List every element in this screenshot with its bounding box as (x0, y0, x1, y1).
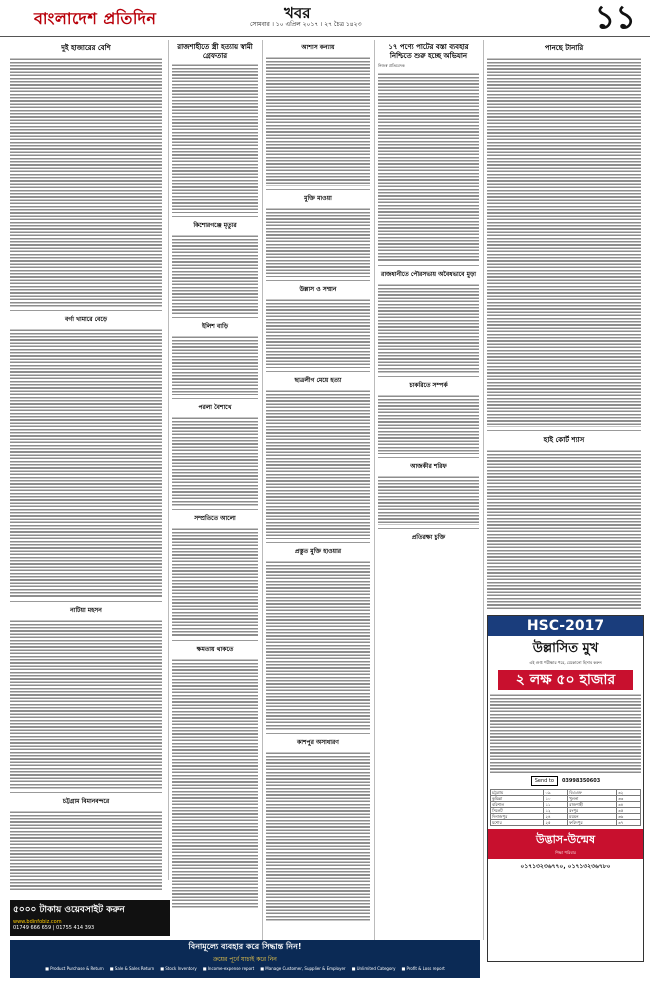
send-to-label: Send to (531, 776, 558, 786)
column-4 (378, 40, 479, 540)
newspaper-logo: বাংলাদেশ প্রতিদিন (34, 9, 157, 28)
headline: রাজধানীতে পৌরসভায় অবৈধভাবে মুড়া (381, 271, 476, 278)
headline: ১৭ পণ্যে পাটের বস্তা ব্যবহার নিশ্চিতে শুরু হচ্ছে অভিযান (388, 42, 469, 60)
headline: বর্গা খামারে বেড়ে (64, 316, 108, 323)
article-body (487, 57, 641, 427)
article-body (10, 810, 162, 890)
byline: নিজস্ব প্রতিবেদক (378, 63, 405, 68)
software-feature: ■ Unlimited Category (351, 966, 396, 971)
headline: ইলিশ বাড়ি (201, 323, 229, 330)
software-feature: ■ Income-expense report (202, 966, 255, 971)
hsc-banner: উল্লাসিত মুখ (532, 641, 599, 656)
headline: প্রস্তুত মুক্তি হাওয়ার (294, 548, 342, 555)
package-cell: বিএএফ (568, 790, 617, 796)
package-cell: রংপুর (568, 808, 617, 814)
article-body (266, 207, 370, 277)
column-5 (487, 40, 641, 620)
headline: আশাস কন্যায় (301, 44, 335, 51)
article-body (10, 328, 162, 598)
brand-phones: ০১৭১৩২৩৬৭৭০, ০১৭১৩২৩৬৭৮০ (520, 863, 611, 870)
hsc-year: HSC-2017 (488, 616, 643, 636)
article-body (266, 298, 370, 368)
headline: কিশোরগঞ্জে মৃত্যুর (193, 222, 237, 229)
article-body (266, 389, 370, 539)
package-cell: রাজশাহী (568, 802, 617, 808)
article-body (172, 335, 258, 395)
masthead (0, 0, 650, 37)
headline: সম্প্রতিতে আলো (194, 515, 236, 522)
section-title: খবর (284, 4, 311, 22)
package-cell: বরিশাল (491, 802, 544, 808)
package-cell: ময়মন (568, 814, 617, 820)
article-body (378, 72, 479, 262)
article-body (378, 283, 479, 373)
headline: চট্টগ্রাম বিমানবন্দরে (62, 798, 110, 805)
package-cell: ১২ (544, 808, 568, 814)
article-body (172, 658, 258, 908)
headline: ছাত্রলীগ মেয়ে হত্যা (294, 377, 342, 384)
column-2 (172, 40, 258, 940)
brand-name: উদ্ভাস-উন্মেষ (535, 833, 596, 846)
software-feature: ■ Manage Customer, Supplier & Employer (260, 966, 346, 971)
package-cell: ২৪ (544, 814, 568, 820)
headline: প্রতিরক্ষা চুক্তি (411, 534, 446, 540)
headline: পানছে টানারি (544, 43, 584, 52)
package-cell: ০৯ (544, 790, 568, 796)
package-cell: ১০ (544, 796, 568, 802)
software-feature: ■ Sale & Sales Return (109, 966, 155, 971)
column-rule (483, 40, 484, 940)
article-body (10, 57, 162, 307)
package-cell: ১১ (544, 802, 568, 808)
headline: মুক্তি মাওয়া (304, 195, 332, 202)
article-body (10, 619, 162, 789)
package-cell: ৩৫ (617, 808, 641, 814)
package-cell: চট্টগ্রাম (491, 790, 544, 796)
column-rule (374, 40, 375, 940)
package-cell: ২৫ (544, 820, 568, 826)
headline: চাকরিতে সম্পর্ক (409, 382, 448, 389)
article-body (378, 475, 479, 525)
software-feature: ■ Stock Inventory (160, 966, 197, 971)
article-body (266, 56, 370, 186)
web-ad-phone: 01749 666 659 | 01755 414 393 (13, 925, 95, 931)
dateline: সোমবার । ১০ এপ্রিল ২০১৭ । ২৭ চৈত্র ১৪২৩ (250, 21, 362, 28)
column-rule (168, 40, 169, 880)
headline: উল্লাস ও সম্মান (299, 286, 337, 293)
software-ad-subtitle: ক্রয়ের পূর্বে যাচাই করে নিন (213, 956, 277, 963)
software-feature: ■ Product Purchase & Return (45, 966, 104, 971)
package-cell: যশোর (491, 820, 544, 826)
package-cell: ৩৪ (617, 802, 641, 808)
headline: পরলা বৈশাখে (198, 404, 232, 411)
package-cell: সিলেট (491, 808, 544, 814)
web-ad-title: ৫০০০ টাকায় ওয়েবসাইট করুন (13, 905, 125, 915)
headline: রাজশাহীতে স্ত্রী হত্যায় স্বামী গ্রেফতার (177, 42, 253, 60)
hsc-prize: ২ লক্ষ ৫০ হাজার (498, 670, 633, 690)
article-body (266, 560, 370, 730)
hsc-ad (487, 615, 644, 962)
package-row (491, 820, 641, 826)
ad-body (490, 693, 641, 773)
software-ad-title: বিনামূল্যে ব্যবহার করে সিদ্ধান্ত নিন! (188, 942, 302, 951)
package-cell: কুমিল্লা (491, 796, 544, 802)
package-cell: ৩৩ (617, 796, 641, 802)
article-body (172, 234, 258, 314)
headline: নাটিয়া মহসন (70, 607, 102, 614)
package-table (490, 789, 641, 826)
package-cell: খুলনা (568, 796, 617, 802)
headline: কাশপুর অসাধারণ (297, 739, 339, 746)
web-ad-url: www.bdinfobiz.com (13, 919, 62, 925)
web-ad (10, 900, 170, 936)
headline: হাই কোর্ট শ্যাস (543, 435, 585, 444)
article-body (487, 449, 641, 609)
package-cell: ৩৭ (617, 820, 641, 826)
hsc-tagline: এই গুপ্ত পরীক্ষার পরে, যেকোনো হিসাব করুন (529, 660, 602, 665)
software-feature: ■ Profit & Loss report (401, 966, 445, 971)
headline: দুই হাজারের বেশি (61, 43, 111, 52)
brand-sub: শিক্ষা পরিবার (555, 850, 576, 855)
column-3 (266, 40, 370, 940)
article-body (172, 527, 258, 637)
software-ad (10, 940, 480, 978)
article-body (266, 751, 370, 921)
sms-number: 03998350603 (561, 778, 601, 784)
headline: আজকীর শরিফ (410, 463, 447, 470)
package-cell: ফরিদপুর (568, 820, 617, 826)
page-number: ১১ (594, 0, 636, 36)
package-cell: দিনাজপুর (491, 814, 544, 820)
headline: ক্ষমতায় থাকতে (196, 646, 234, 653)
column-rule (262, 40, 263, 940)
article-body (172, 416, 258, 506)
article-body (172, 63, 258, 213)
package-cell: ৩২ (617, 790, 641, 796)
software-feature-list (10, 966, 480, 971)
column-1 (10, 40, 162, 890)
article-body (378, 394, 479, 454)
package-cell: ৩৬ (617, 814, 641, 820)
